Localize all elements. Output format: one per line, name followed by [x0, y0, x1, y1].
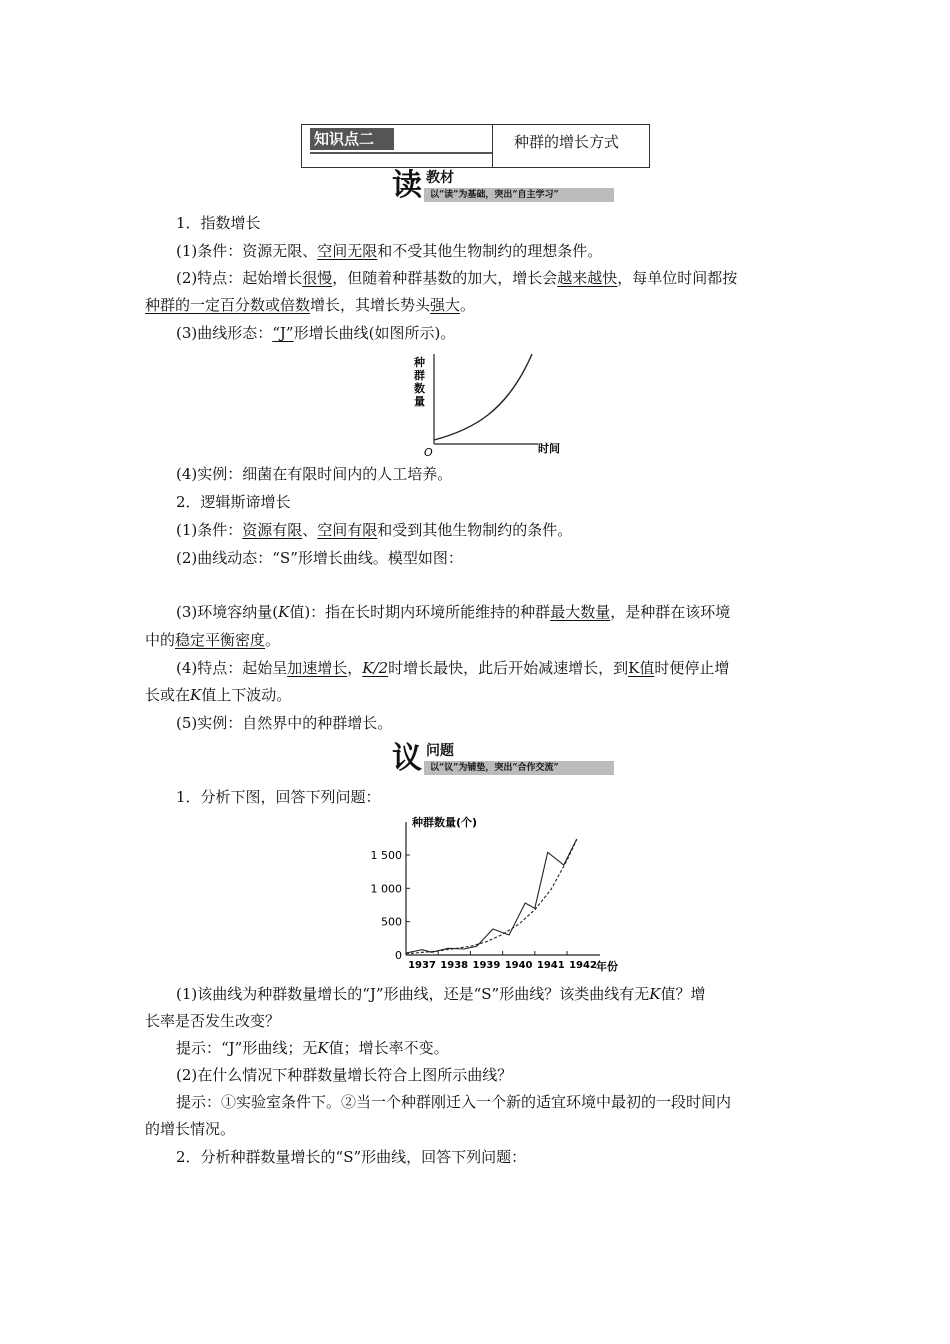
- chart-x-tick-label: 1941: [536, 960, 565, 971]
- discuss-q2: 2．分析种群数量增长的“S”形曲线，回答下列问题：: [176, 1148, 527, 1166]
- chart-x-tick-label: 1938: [440, 960, 469, 971]
- banner-read-char: 读: [392, 168, 422, 203]
- chart-xlabel: 年份: [596, 960, 618, 973]
- discuss-ans2-line2: 的增长情况。: [145, 1120, 236, 1138]
- section2-p2: (2)曲线动态：“S”形增长曲线。模型如图：: [176, 549, 463, 567]
- chart-x-tick-label: 1939: [472, 960, 501, 971]
- chart-x-tick-label: 1940: [504, 960, 533, 971]
- section2-p3-line1: (3)环境容纳量(K值)：指在长时期内环境所能维持的种群最大数量，是种群在该环境: [176, 603, 731, 621]
- j-curve-ylabel-4: 量: [414, 395, 425, 408]
- section1-heading: 1．指数增长: [176, 214, 261, 232]
- knowledge-point-tag: [310, 128, 492, 158]
- banner-discuss-title: 问题: [426, 743, 454, 759]
- discuss-ans2-line1: 提示：①实验室条件下。②当一个种群刚迁入一个新的适宜环境中最初的一段时间内: [176, 1093, 732, 1111]
- chart-y-tick-label: 1 000: [370, 882, 402, 896]
- discuss-sub1-line2: 长率是否发生改变？: [145, 1012, 281, 1030]
- discuss-ans1: 提示：“J”形曲线；无K值；增长率不变。: [176, 1039, 449, 1057]
- section1-p2-line1: (2)特点：起始增长很慢，但随着种群基数的加大，增长会越来越快，每单位时间都按: [176, 269, 738, 287]
- knowledge-point-tag-text: 知识点二: [314, 130, 375, 148]
- read-textbook-banner: [392, 170, 622, 206]
- j-curve-xlabel: 时间: [538, 442, 560, 455]
- j-curve-figure: [412, 352, 572, 460]
- banner-discuss-char: 议: [392, 741, 422, 776]
- discuss-q1: 1．分析下图，回答下列问题：: [176, 788, 381, 806]
- chart-y-tick-label: 1 500: [370, 849, 402, 862]
- chart-series: [406, 839, 577, 954]
- j-curve-ylabel-1: 种: [414, 356, 425, 369]
- section1-p3: (3)曲线形态：“J”形增长曲线(如图所示)。: [176, 324, 456, 342]
- chart-series-solid-line: [406, 839, 577, 953]
- section2-p5: (5)实例：自然界中的种群增长。: [176, 714, 393, 732]
- j-curve-line: [434, 354, 532, 440]
- section2-heading: 2．逻辑斯谛增长: [176, 493, 291, 511]
- section2-p4-line1: (4)特点：起始呈加速增长，K/2时增长最快，此后开始减速增长，到K值时便停止增: [176, 659, 730, 677]
- banner-read-subtitle: 以“读”为基础，突出“自主学习”: [430, 190, 559, 200]
- discuss-question-banner: [392, 743, 622, 779]
- banner-read-title: 教材: [426, 170, 454, 186]
- chart-series-dashed-line: [406, 840, 577, 954]
- population-chart: [366, 812, 626, 977]
- chart-x-tick-label: 1937: [408, 960, 436, 971]
- banner-discuss-subtitle: 以“议”为铺垫，突出“合作交流”: [430, 763, 559, 773]
- chart-x-tick-label: 1942: [569, 960, 597, 971]
- section1-p1: (1)条件：资源无限、空间无限和不受其他生物制约的理想条件。: [176, 242, 603, 260]
- j-curve-origin: O: [424, 446, 433, 459]
- discuss-sub1-line1: (1)该曲线为种群数量增长的“J”形曲线，还是“S”形曲线？该类曲线有无K值？增: [176, 985, 706, 1003]
- section1-p4: (4)实例：细菌在有限时间内的人工培养。: [176, 465, 453, 483]
- section2-p3-line2: 中的稳定平衡密度。: [145, 631, 281, 649]
- chart-y-tick-label: 0: [395, 949, 402, 962]
- section2-p4-line2: 长或在K值上下波动。: [145, 686, 292, 704]
- knowledge-point-title: 种群的增长方式: [514, 133, 620, 151]
- j-curve-ylabel-2: 群: [414, 369, 425, 382]
- knowledge-point-header: [301, 124, 650, 168]
- chart-y-tick-label: 500: [381, 915, 402, 929]
- section2-p1: (1)条件：资源有限、空间有限和受到其他生物制约的条件。: [176, 521, 573, 539]
- section1-p2-line2: 种群的一定百分数或倍数增长，其增长势头强大。: [145, 296, 476, 314]
- chart-axes: [406, 822, 600, 955]
- chart-ylabel: 种群数量(个): [412, 816, 478, 829]
- j-curve-ylabel-3: 数: [414, 382, 425, 395]
- discuss-sub2: (2)在什么情况下种群数量增长符合上图所示曲线？: [176, 1066, 513, 1084]
